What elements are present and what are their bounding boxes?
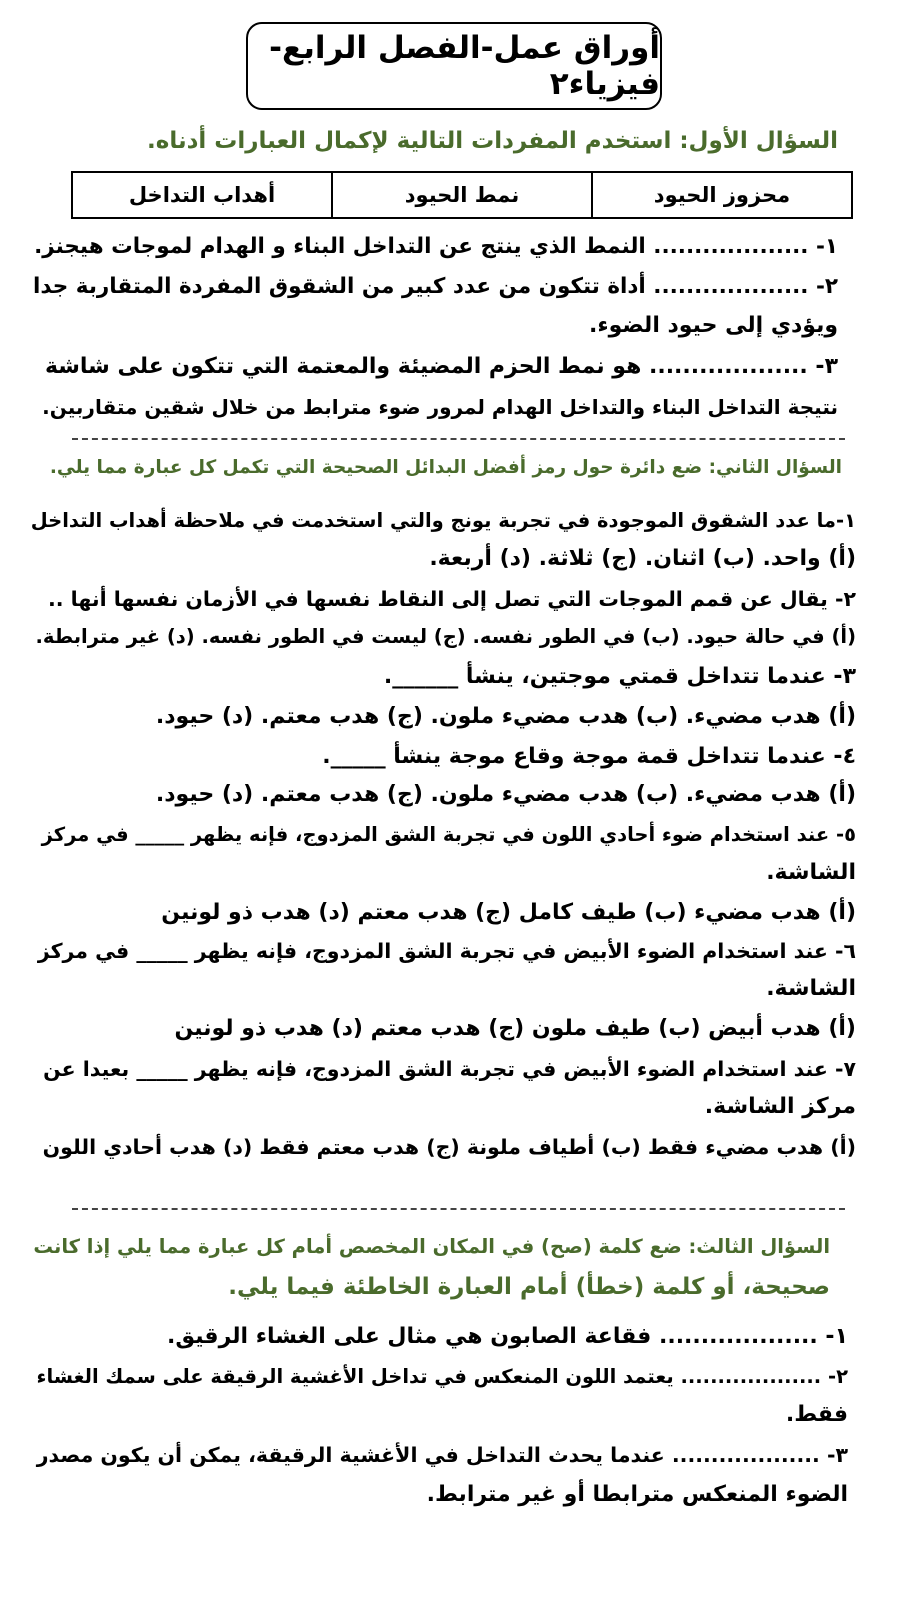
q1-item-continued: ويؤدي إلى حيود الضوء. <box>588 313 838 338</box>
q2-question-continued: الشاشة. <box>766 976 856 1001</box>
q2-question: ٤- عندما تتداخل قمة موجة وقاع موجة ينشأ _____. <box>322 744 856 769</box>
q2-question: ٧- عند استخدام الضوء الأبيض في تجربة الشق المزدوج، فإنه يظهر _____ بعيدا عن <box>43 1057 856 1081</box>
worksheet-title: أوراق عمل-الفصل الرابع-فيزياء٢ <box>246 22 662 110</box>
q2-question-continued: الشاشة. <box>766 860 856 885</box>
q2-options: (أ) هدب أبيض (ب) طيف ملون (ج) هدب معتم (د) هدب ذو لونين <box>174 1016 856 1041</box>
q2-options: (أ) واحد. (ب) اثنان. (ج) ثلاثة. (د) أربعة. <box>429 546 856 571</box>
q2-options: (أ) هدب مضيء. (ب) هدب مضيء ملون. (ج) هدب معتم. (د) حيود. <box>155 704 856 729</box>
q2-question: ٦- عند استخدام الضوء الأبيض في تجربة الشق المزدوج، فإنه يظهر _____ في مركز <box>37 939 856 963</box>
q3-heading-continued: صحيحة، أو كلمة (خطأ) أمام العبارة الخاطئة فيما يلي. <box>228 1274 830 1300</box>
q3-statement: ٣- ................... عندما يحدث التداخل في الأغشية الرقيقة، يمكن أن يكون مصدر <box>36 1443 848 1467</box>
q2-question: ١-ما عدد الشقوق الموجودة في تجربة يونج والتي استخدمت في ملاحظة أهداب التداخل <box>30 509 856 532</box>
word-bank-cell: أهداب التداخل <box>72 172 332 218</box>
word-bank-cell: محزوز الحيود <box>592 172 852 218</box>
q2-question: ٢- يقال عن قمم الموجات التي تصل إلى النقاط نفسها في الأزمان نفسها أنها .. <box>47 587 856 611</box>
q2-options: (أ) هدب مضيء (ب) طيف كامل (ج) هدب معتم (د) هدب ذو لونين <box>161 900 856 925</box>
word-bank-cell: نمط الحيود <box>332 172 592 218</box>
section-divider <box>72 438 845 440</box>
q3-statement-continued: فقط. <box>785 1402 848 1427</box>
q2-question-continued: مركز الشاشة. <box>704 1094 856 1119</box>
q2-question: ٣- عندما تتداخل قمتي موجتين، ينشأ ______. <box>383 664 856 689</box>
q1-item: ٣- ................... هو نمط الحزم المضيئة والمعتمة التي تتكون على شاشة <box>44 354 838 379</box>
q2-options: (أ) في حالة حيود. (ب) في الطور نفسه. (ج) ليست في الطور نفسه. (د) غير مترابطة. <box>35 625 856 648</box>
word-bank-table <box>71 171 853 219</box>
q3-statement: ٢- ................... يعتمد اللون المنعكس في تداخل الأغشية الرقيقة على سمك الغشاء <box>36 1365 848 1388</box>
q1-item-continued: نتيجة التداخل البناء والتداخل الهدام لمرور ضوء مترابط من خلال شقين متقاربين. <box>42 395 838 419</box>
q1-item: ٢- ................... أداة تتكون من عدد كبير من الشقوق المفردة المتقاربة جدا <box>33 274 838 299</box>
q2-question: ٥- عند استخدام ضوء أحادي اللون في تجربة الشق المزدوج، فإنه يظهر _____ في مركز <box>41 823 856 846</box>
q3-heading: السؤال الثالث: ضع كلمة (صح) في المكان المخصص أمام كل عبارة مما يلي إذا كانت <box>33 1235 830 1258</box>
q1-item: ١- ................... النمط الذي ينتج عن التداخل البناء و الهدام لموجات هيجنز. <box>34 234 838 259</box>
q3-statement: ١- ................... فقاعة الصابون هي مثال على الغشاء الرقيق. <box>167 1324 848 1349</box>
section-divider <box>72 1208 845 1210</box>
q2-options: (أ) هدب مضيء فقط (ب) أطياف ملونة (ج) هدب معتم فقط (د) هدب أحادي اللون <box>42 1135 856 1159</box>
q2-options: (أ) هدب مضيء. (ب) هدب مضيء ملون. (ج) هدب معتم. (د) حيود. <box>155 782 856 807</box>
q1-heading: السؤال الأول: استخدم المفردات التالية لإكمال العبارات أدناه. <box>147 128 838 154</box>
q2-heading: السؤال الثاني: ضع دائرة حول رمز أفضل البدائل الصحيحة التي تكمل كل عبارة مما يلي. <box>49 457 842 478</box>
q3-statement-continued: الضوء المنعكس مترابطا أو غير مترابط. <box>426 1482 848 1507</box>
